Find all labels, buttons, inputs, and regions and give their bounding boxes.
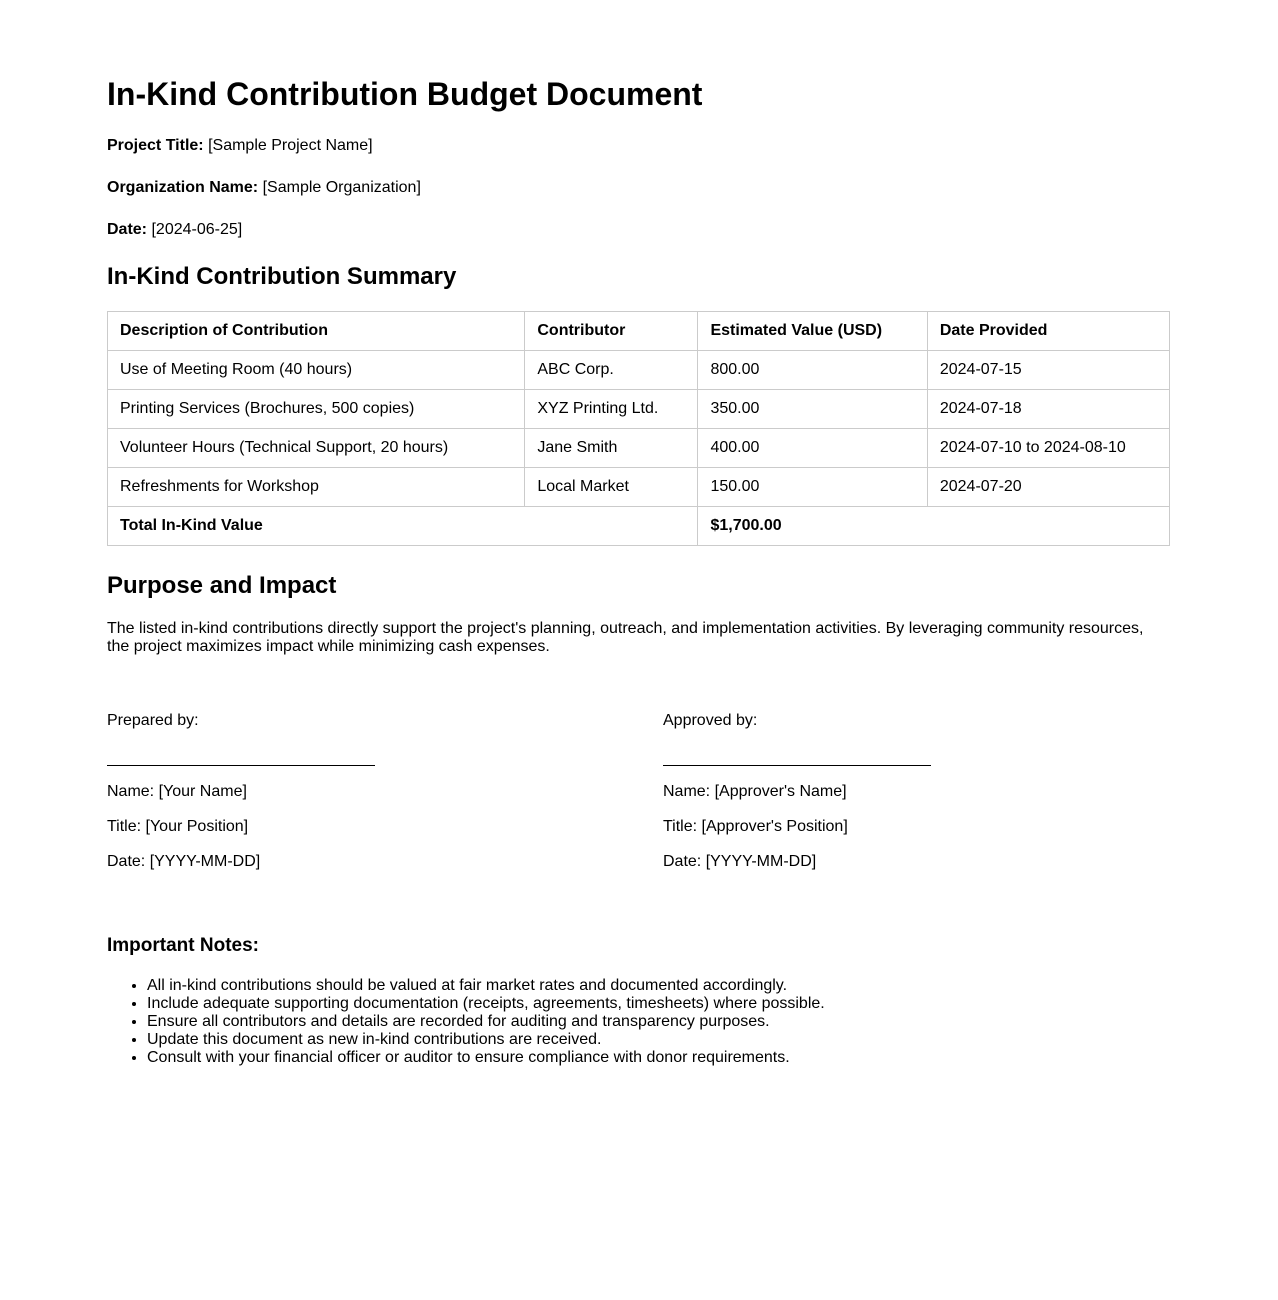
column-header-date-provided: Date Provided bbox=[927, 312, 1169, 351]
cell-description: Volunteer Hours (Technical Support, 20 hours) bbox=[108, 429, 525, 468]
project-title-line bbox=[107, 137, 1170, 155]
cell-date-provided: 2024-07-20 bbox=[927, 468, 1169, 507]
cell-contributor: ABC Corp. bbox=[525, 351, 698, 390]
approved-by-label: Approved by: bbox=[663, 712, 758, 729]
cell-estimated-value: 150.00 bbox=[698, 468, 927, 507]
note-item: • Consult with your financial officer or auditor to ensure compliance with donor requirements. bbox=[147, 1049, 1170, 1067]
approved-by-name-field: Name: [Approver's Name] bbox=[663, 783, 847, 800]
prepared-by-title-field: Title: [Your Position] bbox=[107, 818, 249, 835]
column-header-contributor: Contributor bbox=[525, 312, 698, 351]
total-label-cell: Total In-Kind Value bbox=[108, 507, 698, 546]
prepared-by-block bbox=[107, 712, 663, 888]
note-item: • All in-kind contributions should be valued at fair market rates and documented accordingly. bbox=[147, 977, 1170, 995]
document-date-line bbox=[107, 221, 1170, 239]
document-date-label: Date: bbox=[107, 221, 148, 238]
note-item: • Include adequate supporting documentation (receipts, agreements, timesheets) where possible. bbox=[147, 995, 1170, 1013]
cell-estimated-value: 800.00 bbox=[698, 351, 927, 390]
project-title-value: [Sample Project Name] bbox=[208, 137, 373, 154]
contribution-summary-table bbox=[107, 311, 1170, 546]
table-row bbox=[108, 390, 1170, 429]
organization-name-value: [Sample Organization] bbox=[262, 179, 421, 196]
note-item: • Update this document as new in-kind contributions are received. bbox=[147, 1031, 1170, 1049]
column-header-description: Description of Contribution bbox=[108, 312, 525, 351]
cell-contributor: Jane Smith bbox=[525, 429, 698, 468]
document-title: In-Kind Contribution Budget Document bbox=[107, 76, 703, 112]
column-header-estimated-value: Estimated Value (USD) bbox=[698, 312, 927, 351]
table-row bbox=[108, 351, 1170, 390]
summary-heading: In-Kind Contribution Summary bbox=[107, 263, 457, 290]
cell-date-provided: 2024-07-18 bbox=[927, 390, 1169, 429]
approved-by-block bbox=[663, 712, 1219, 888]
purpose-heading: Purpose and Impact bbox=[107, 572, 337, 599]
cell-estimated-value: 350.00 bbox=[698, 390, 927, 429]
prepared-by-name-field: Name: [Your Name] bbox=[107, 783, 247, 800]
table-total-row bbox=[108, 507, 1170, 546]
table-row bbox=[108, 429, 1170, 468]
cell-description: Printing Services (Brochures, 500 copies) bbox=[108, 390, 525, 429]
table-header-row bbox=[108, 312, 1170, 351]
cell-estimated-value: 400.00 bbox=[698, 429, 927, 468]
cell-contributor: Local Market bbox=[525, 468, 698, 507]
total-value-cell: $1,700.00 bbox=[698, 507, 1170, 546]
important-notes-heading: Important Notes: bbox=[107, 935, 259, 956]
organization-name-label: Organization Name: bbox=[107, 179, 259, 196]
prepared-by-signature-line bbox=[107, 765, 375, 766]
purpose-text: The listed in-kind contributions directly support the project's planning, outreach, and implementation activities. By leveraging community resources, the project maximizes impact while minimizing cash expenses. bbox=[107, 620, 1144, 655]
prepared-by-date-field: Date: [YYYY-MM-DD] bbox=[107, 853, 261, 870]
cell-date-provided: 2024-07-10 to 2024-08-10 bbox=[927, 429, 1169, 468]
approved-by-signature-line bbox=[663, 765, 931, 766]
document-date-value: [2024-06-25] bbox=[151, 221, 243, 238]
important-notes-list bbox=[107, 977, 1170, 1067]
prepared-by-label: Prepared by: bbox=[107, 712, 199, 729]
cell-contributor: XYZ Printing Ltd. bbox=[525, 390, 698, 429]
approved-by-date-field: Date: [YYYY-MM-DD] bbox=[663, 853, 817, 870]
table-row bbox=[108, 468, 1170, 507]
cell-description: Refreshments for Workshop bbox=[108, 468, 525, 507]
cell-description: Use of Meeting Room (40 hours) bbox=[108, 351, 525, 390]
signature-section bbox=[107, 712, 1170, 888]
cell-date-provided: 2024-07-15 bbox=[927, 351, 1169, 390]
approved-by-title-field: Title: [Approver's Position] bbox=[663, 818, 848, 835]
project-title-label: Project Title: bbox=[107, 137, 204, 154]
organization-name-line bbox=[107, 179, 1170, 197]
note-item: • Ensure all contributors and details are recorded for auditing and transparency purposes. bbox=[147, 1013, 1170, 1031]
